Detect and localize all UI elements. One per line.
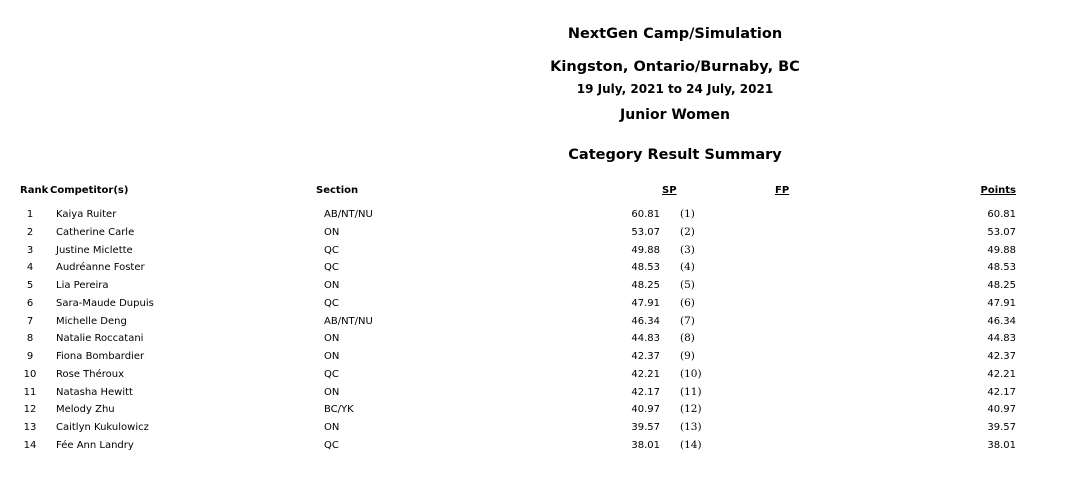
points-total: 46.34	[987, 315, 1016, 327]
points-total: 47.91	[987, 297, 1016, 309]
points-total: 60.81	[987, 209, 1016, 220]
points-total: 38.01	[987, 439, 1016, 451]
rank-cell: 9	[26, 351, 34, 363]
rank-cell: 5	[26, 280, 34, 292]
section-cell: AB/NT/NU	[324, 209, 373, 220]
category-name: Junior Women	[620, 107, 730, 123]
section-cell: QC	[324, 297, 339, 309]
rank-cell: 13	[23, 422, 37, 434]
competitor-name: Caitlyn Kukulowicz	[56, 422, 149, 434]
competitor-name: Melody Zhu	[56, 404, 115, 416]
sp-score: 39.57	[631, 422, 660, 434]
sp-placement: (1)	[680, 208, 695, 220]
table-row	[0, 420, 1092, 438]
rank-cell: 10	[23, 368, 37, 380]
sp-score: 48.25	[631, 280, 660, 292]
sp-placement: (8)	[680, 332, 695, 345]
section-cell: ON	[324, 280, 340, 292]
summary-title: Category Result Summary	[568, 147, 782, 163]
sp-score: 42.17	[631, 386, 660, 398]
sp-placement: (11)	[680, 385, 702, 398]
table-row	[0, 438, 1092, 456]
sp-score: 53.07	[631, 226, 660, 238]
rank-cell: 11	[23, 386, 37, 398]
competitor-name: Fiona Bombardier	[56, 351, 145, 363]
sp-placement: (9)	[680, 350, 695, 363]
table-row	[0, 314, 1092, 332]
rank-cell: 2	[26, 226, 34, 238]
rank-cell: 1	[26, 209, 34, 220]
table-row	[0, 207, 1092, 225]
section-cell: AB/NT/NU	[324, 315, 373, 327]
competitor-name: Natasha Hewitt	[56, 386, 133, 398]
rank-cell: 12	[23, 404, 37, 416]
table-row	[0, 385, 1092, 403]
table-row	[0, 260, 1092, 278]
section-cell: QC	[324, 439, 339, 451]
sp-score: 48.53	[631, 262, 660, 274]
section-cell: ON	[324, 226, 340, 238]
section-cell: ON	[324, 351, 340, 363]
competitor-name: Michelle Deng	[56, 315, 127, 327]
section-cell: BC/YK	[324, 404, 354, 416]
points-total: 44.83	[987, 333, 1016, 345]
section-cell: ON	[324, 386, 340, 398]
competitor-name: Audréanne Foster	[56, 262, 145, 274]
column-header-competitor: Competitor(s)	[50, 185, 129, 196]
sp-score: 60.81	[631, 209, 660, 220]
sp-placement: (13)	[680, 421, 702, 434]
rank-cell: 14	[23, 439, 37, 451]
points-total: 48.25	[987, 280, 1016, 292]
table-row	[0, 296, 1092, 314]
points-total: 42.17	[987, 386, 1016, 398]
points-total: 40.97	[987, 404, 1016, 416]
sp-placement: (4)	[680, 261, 695, 274]
points-total: 53.07	[987, 226, 1016, 238]
sp-placement: (5)	[680, 279, 695, 292]
points-total: 48.53	[987, 262, 1016, 274]
table-row	[0, 367, 1092, 385]
sp-placement: (2)	[680, 225, 695, 238]
column-header-sp-link[interactable]: SP	[662, 185, 677, 196]
rank-cell: 3	[26, 244, 34, 256]
points-total: 42.37	[987, 351, 1016, 363]
table-row	[0, 278, 1092, 296]
rank-cell: 4	[26, 262, 34, 274]
column-header-rank: Rank	[20, 185, 49, 196]
sp-score: 46.34	[631, 315, 660, 327]
competitor-name: Sara-Maude Dupuis	[56, 297, 154, 309]
table-row	[0, 225, 1092, 243]
table-row	[0, 331, 1092, 349]
sp-placement: (7)	[680, 314, 695, 327]
sp-score: 49.88	[631, 244, 660, 256]
column-header-points-link[interactable]: Points	[980, 185, 1016, 196]
sp-score: 42.37	[631, 351, 660, 363]
section-cell: QC	[324, 244, 339, 256]
column-header-fp-link[interactable]: FP	[775, 185, 790, 196]
competitor-name: Lia Pereira	[56, 280, 109, 292]
rank-cell: 7	[26, 315, 34, 327]
sp-placement: (12)	[680, 403, 702, 416]
table-row	[0, 349, 1092, 367]
competitor-name: Catherine Carle	[56, 226, 135, 238]
event-dates: 19 July, 2021 to 24 July, 2021	[576, 82, 774, 96]
sp-score: 44.83	[631, 333, 660, 345]
section-cell: ON	[324, 333, 340, 345]
results-table-body	[0, 207, 1092, 456]
table-row	[0, 402, 1092, 420]
event-title: NextGen Camp/Simulation	[567, 26, 783, 42]
sp-placement: (6)	[680, 296, 695, 309]
competitor-name: Rose Théroux	[56, 368, 125, 380]
points-total: 39.57	[987, 422, 1016, 434]
sp-score: 42.21	[631, 368, 660, 380]
section-cell: QC	[324, 368, 339, 380]
sp-score: 40.97	[631, 404, 660, 416]
sp-placement: (3)	[680, 243, 695, 256]
rank-cell: 6	[26, 297, 34, 309]
event-location: Kingston, Ontario/Burnaby, BC	[550, 59, 800, 75]
competitor-name: Kaiya Ruiter	[56, 209, 117, 220]
competitor-name: Justine Miclette	[56, 244, 133, 256]
section-cell: ON	[324, 422, 340, 434]
sp-placement: (14)	[680, 438, 702, 451]
column-header-section: Section	[316, 185, 359, 196]
points-total: 49.88	[987, 244, 1016, 256]
section-cell: QC	[324, 262, 339, 274]
points-total: 42.21	[987, 368, 1016, 380]
sp-placement: (10)	[680, 367, 702, 380]
table-row	[0, 243, 1092, 261]
sp-score: 47.91	[631, 297, 660, 309]
competitor-name: Natalie Roccatani	[56, 333, 144, 345]
competitor-name: Fée Ann Landry	[56, 439, 134, 451]
sp-score: 38.01	[631, 439, 660, 451]
rank-cell: 8	[26, 333, 34, 345]
